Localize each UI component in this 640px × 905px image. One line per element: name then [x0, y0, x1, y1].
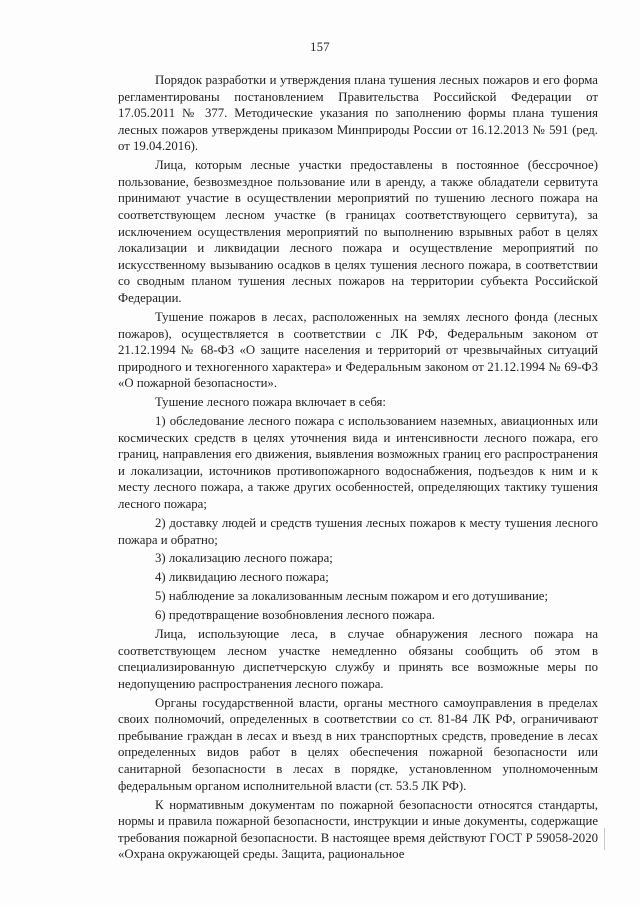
paragraph-authorities: Органы государственной власти, органы местного самоуправления в пределах своих полномочий, определенных в соответствии со ст. 81-84 ЛК РФ, ограничивают пребывание граждан в лесах и въезд в них транспортных средств, проведение в лесах определенных видов работ в целях обеспечения пожарной безопасности или санитарной безопасности в лесах в порядке, установленном уполномоченным федеральным органом исполнительной власти (ст. 53.5 ЛК РФ). [118, 695, 598, 793]
list-item: 2) доставку людей и средств тушения лесных пожаров к месту тушения лесного пожара и обратно; [118, 515, 598, 547]
page-number: 157 [310, 40, 330, 54]
paragraph-includes: Тушение лесного пожара включает в себя: [155, 395, 386, 410]
list-item: 1) обследование лесного пожара с использованием наземных, авиационных или космических средств в целях уточнения вида и интенсивности лесного пожара, его границ, направления его движения, выявления возможных границ его распространения и локализации, источников противопожарного водоснабжения, подъездов к ним и к месту лесного пожара, а также других особенностей, определяющих тактику тушения лесного пожара; [118, 414, 598, 512]
paragraph-reporting: Лица, использующие леса, в случае обнаружения лесного пожара на соответствующем лесном участке немедленно обязаны сообщить об этом в специализированную диспетчерскую службу и принять все возможные меры по недопущению распространения лесного пожара. [118, 626, 598, 691]
list-item: 3) локализацию лесного пожара; [155, 551, 333, 566]
list-item: 4) ликвидацию лесного пожара; [155, 570, 329, 585]
paragraph-normative-docs: К нормативным документам по пожарной безопасности относятся стандарты, нормы и правила пожарной безопасности, инструкции и иные документы, содержащие требования пожарной безопасности. В настоящее время действуют ГОСТ Р 59058-2020 «Охрана окружающей среды. Защита, рациональное [118, 797, 598, 862]
paragraph-plan-order: Порядок разработки и утверждения плана тушения лесных пожаров и его форма регламентированы постановлением Правительства Российской Федерации от 17.05.2011 № 377. Методические указания по заполнению формы плана тушения лесных пожаров утверждены приказом Минприроды России от 16.12.2013 № 591 (ред. от 19.04.2016). [118, 73, 598, 154]
document-body [118, 72, 598, 865]
scan-artifact [604, 828, 605, 850]
list-item: 5) наблюдение за локализованным лесным пожаром и его дотушивание; [155, 589, 549, 604]
paragraph-firefighting-law: Тушение пожаров в лесах, расположенных на землях лесного фонда (лесных пожаров), осуществляется в соответствии с ЛК РФ, Федеральным законом от 21.12.1994 № 68-ФЗ «О защите населения и территорий от чрезвычайных ситуаций природного и техногенного характера» и Федеральным законом от 21.12.1994 № 69-ФЗ «О пожарной безопасности». [118, 309, 598, 391]
list-item: 6) предотвращение возобновления лесного пожара. [155, 608, 435, 623]
paragraph-land-users: Лица, которым лесные участки предоставлены в постоянное (бессрочное) пользование, безвозмездное пользование или в аренду, а также обладатели сервитута принимают участие в осуществлении мероприятий по тушению лесного пожара на соответствующем лесном участке (в границах соответствующего сервитута), за исключением осуществления мероприятий по выполнению взрывных работ в целях локализации и ликвидации лесного пожара и осуществление мероприятий по искусственному вызыванию осадков в целях тушения лесного пожара, в соответствии со сводным планом тушения лесных пожаров на территории субъекта Российской Федерации. [118, 158, 598, 306]
